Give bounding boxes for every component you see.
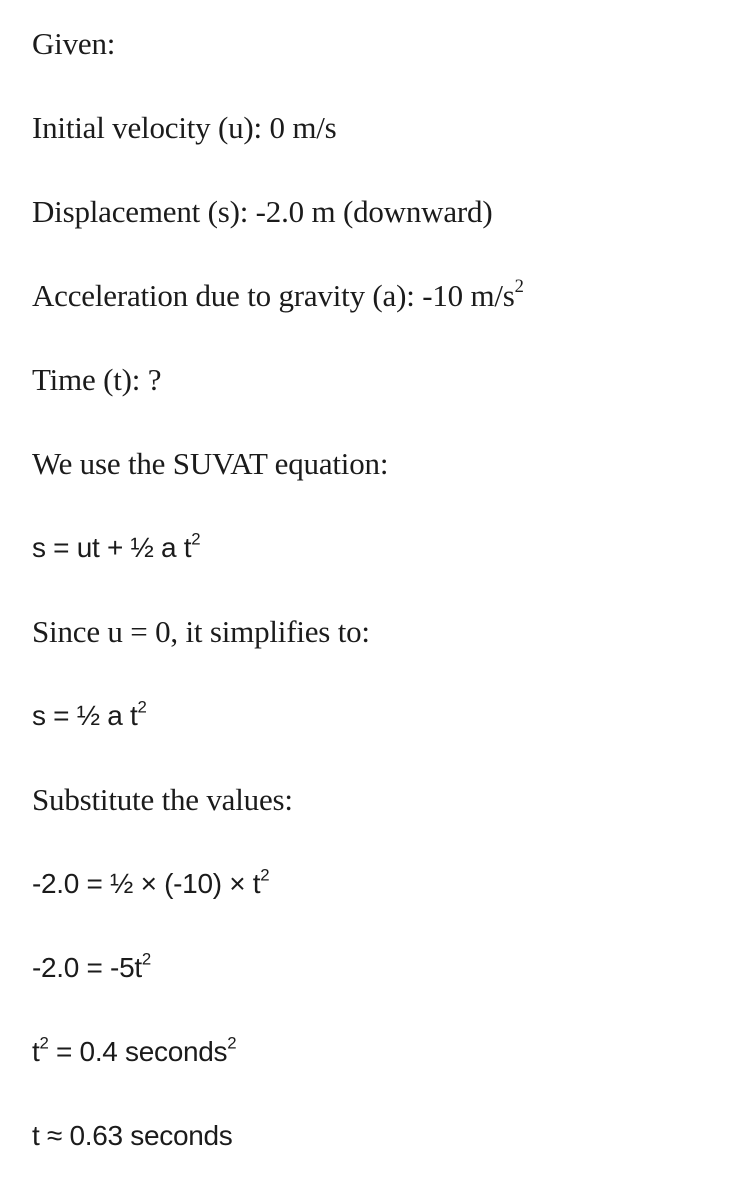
suvat-equation-exponent: 2 bbox=[191, 529, 201, 549]
t-squared-unit-exponent: 2 bbox=[227, 1033, 237, 1053]
acceleration-exponent: 2 bbox=[514, 276, 524, 298]
suvat-equation-text: s = ut + ½ a t bbox=[32, 532, 192, 563]
substituted-step-text: -2.0 = ½ × (-10) × t bbox=[32, 868, 261, 899]
t-squared-step bbox=[32, 1032, 236, 1072]
simplified-equation-text: s = ½ a t bbox=[32, 700, 138, 731]
t-squared-variable: t bbox=[32, 1036, 40, 1067]
final-result: t ≈ 0.63 seconds bbox=[32, 1120, 233, 1151]
substitute-note: Substitute the values: bbox=[32, 782, 293, 817]
suvat-equation bbox=[32, 528, 200, 568]
acceleration-line bbox=[32, 276, 524, 316]
reduced-step-exponent: 2 bbox=[141, 949, 151, 969]
simplified-equation bbox=[32, 696, 147, 736]
reduced-step bbox=[32, 948, 151, 988]
simplify-note: Since u = 0, it simplifies to: bbox=[32, 614, 370, 649]
t-squared-variable-exponent: 2 bbox=[39, 1033, 49, 1053]
substituted-step bbox=[32, 864, 269, 904]
given-heading: Given: bbox=[32, 26, 116, 61]
simplified-equation-exponent: 2 bbox=[137, 697, 147, 717]
time-line: Time (t): ? bbox=[32, 362, 162, 397]
t-squared-value: = 0.4 seconds bbox=[48, 1036, 228, 1067]
displacement-line: Displacement (s): -2.0 m (downward) bbox=[32, 194, 493, 229]
reduced-step-text: -2.0 = -5t bbox=[32, 952, 142, 983]
initial-velocity-line: Initial velocity (u): 0 m/s bbox=[32, 110, 337, 145]
suvat-intro: We use the SUVAT equation: bbox=[32, 446, 389, 481]
substituted-step-exponent: 2 bbox=[260, 865, 270, 885]
acceleration-text: Acceleration due to gravity (a): -10 m/s bbox=[32, 278, 515, 313]
